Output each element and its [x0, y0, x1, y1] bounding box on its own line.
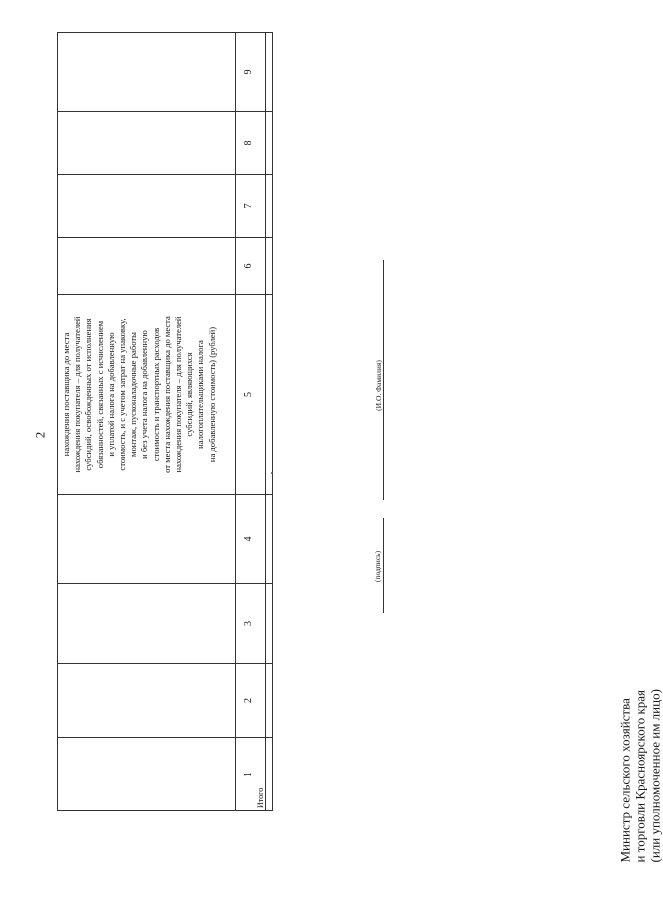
header-text-col5: нахождения поставщика до места нахождения покупателя – для получателей субсидий, освобожденных от исполнения обязанностей, связанных с исчислением и уплатой налога на добавленную стоимость, и с учетом затрат на упаковку, монтаж, пусконаладочные работы и без учета налога на добавленную стоимость и транспортных расходов от места нахождения поставщика до места нахождения покупателя – для получателей субсидий, являющихся налогоплательщиками налога на добавленную стоимость) (рублей) — [61, 316, 217, 473]
name-label: (И.О. Фамилия) — [373, 360, 383, 411]
column-number: 5 — [243, 392, 254, 397]
column-number-row — [235, 32, 265, 811]
num-cell — [235, 294, 265, 494]
header-cell-3 — [57, 583, 235, 663]
header-cell-7 — [57, 174, 235, 237]
header-cell-9 — [57, 32, 235, 111]
num-cell — [235, 237, 265, 294]
signature-line — [383, 518, 384, 613]
rotated-table — [57, 32, 273, 811]
table-header-row — [57, 32, 235, 811]
header-cell-8 — [57, 111, 235, 174]
total-cell — [265, 737, 273, 811]
total-cell — [265, 237, 273, 294]
total-label: Итого — [256, 787, 265, 808]
signature-label: (подпись) — [373, 550, 383, 583]
num-cell — [235, 583, 265, 663]
header-cell-4 — [57, 494, 235, 583]
column-number: 8 — [243, 140, 254, 146]
column-number: 7 — [243, 203, 254, 209]
header-cell-5 — [57, 294, 235, 494]
total-cell — [265, 174, 273, 237]
total-cell — [265, 111, 273, 174]
column-number: 4 — [243, 536, 254, 542]
position-line-2: и торговли Красноярского края — [632, 689, 648, 863]
num-cell — [235, 494, 265, 583]
column-number: 2 — [243, 698, 254, 703]
total-cell — [265, 32, 273, 111]
total-cell — [265, 294, 273, 494]
position-line-1: Министр сельского хозяйства — [617, 698, 633, 863]
total-cell — [265, 583, 273, 663]
column-number: 6 — [243, 263, 254, 269]
num-cell — [235, 174, 265, 237]
signatory-position — [618, 563, 663, 863]
total-cell — [265, 663, 273, 737]
column-number: 1 — [243, 772, 254, 777]
position-line-3: (или уполномоченное им лицо) — [647, 689, 663, 863]
name-line — [383, 260, 384, 500]
header-cell-2 — [57, 663, 235, 737]
page-number: 2 — [32, 431, 48, 439]
num-cell — [235, 111, 265, 174]
header-cell-6 — [57, 237, 235, 294]
num-cell — [235, 663, 265, 737]
column-number: 9 — [243, 69, 254, 75]
total-row — [265, 32, 273, 811]
header-cell-1 — [57, 737, 235, 811]
scan-dot — [271, 472, 273, 474]
total-cell — [265, 494, 273, 583]
column-number: 3 — [243, 621, 254, 626]
num-cell — [235, 32, 265, 111]
